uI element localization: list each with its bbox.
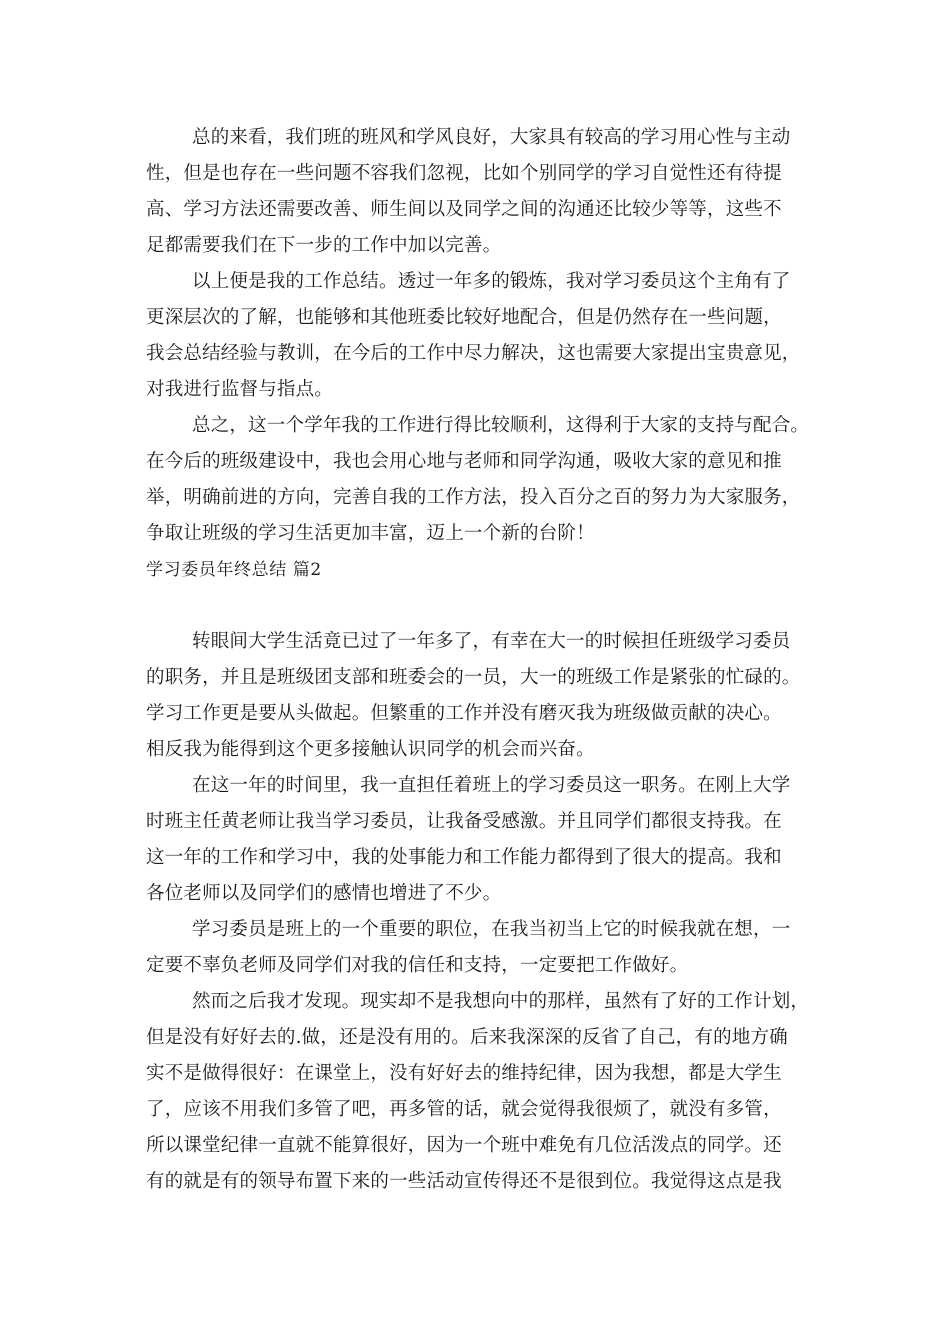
paragraph-line: 学习工作更是要从头做起。但繁重的工作并没有磨灭我为班级做贡献的决心。: [146, 703, 782, 724]
paragraph-line: 争取让班级的学习生活更加丰富，迈上一个新的台阶！: [146, 523, 595, 544]
paragraph-line: 这一年的工作和学习中，我的处事能力和工作能力都得到了很大的提高。我和: [146, 847, 782, 868]
paragraph-line: 我会总结经验与教训，在今后的工作中尽力解决，这也需要大家提出宝贵意见，: [146, 343, 801, 364]
paragraph-line: 总之，这一个学年我的工作进行得比较顺利，这得利于大家的支持与配合。: [192, 415, 810, 436]
paragraph-line: 了，应该不用我们多管了吧，再多管的话，就会觉得我很烦了，就没有多管，: [146, 1099, 782, 1120]
paragraph-line: 举，明确前进的方向，完善自我的工作方法，投入百分之百的努力为大家服务，: [146, 487, 801, 508]
paragraph-line: 所以课堂纪律一直就不能算很好，因为一个班中难免有几位活泼点的同学。还: [146, 1135, 782, 1156]
paragraph-line: 然而之后我才发现。现实却不是我想向中的那样，虽然有了好的工作计划，: [192, 991, 810, 1012]
paragraph-line: 在今后的班级建设中，我也会用心地与老师和同学沟通，吸收大家的意见和推: [146, 451, 782, 472]
paragraph-line: 在这一年的时间里，我一直担任着班上的学习委员这一职务。在刚上大学: [192, 775, 791, 796]
paragraph-line: 以上便是我的工作总结。透过一年多的锻炼，我对学习委员这个主角有了: [192, 271, 791, 292]
paragraph-line: 总的来看，我们班的班风和学风良好，大家具有较高的学习用心性与主动: [192, 127, 791, 148]
paragraph-line: 实不是做得很好：在课堂上，没有好好去的维持纪律，因为我想，都是大学生: [146, 1063, 782, 1084]
paragraph-line: 各位老师以及同学们的感情也增进了不少。: [146, 883, 502, 904]
paragraph-line: 相反我为能得到这个更多接触认识同学的机会而兴奋。: [146, 739, 595, 760]
paragraph-line: 足都需要我们在下一步的工作中加以完善。: [146, 235, 502, 256]
paragraph-line: 高、学习方法还需要改善、师生间以及同学之间的沟通还比较少等等，这些不: [146, 199, 782, 220]
paragraph-line: 学习委员是班上的一个重要的职位，在我当初当上它的时候我就在想，一: [192, 919, 791, 940]
paragraph-line: 性，但是也存在一些问题不容我们忽视，比如个别同学的学习自觉性还有待提: [146, 163, 782, 184]
paragraph-line: 的职务，并且是班级团支部和班委会的一员，大一的班级工作是紧张的忙碌的。: [146, 667, 801, 688]
paragraph-line: 更深层次的了解，也能够和其他班委比较好地配合，但是仍然存在一些问题，: [146, 307, 782, 328]
paragraph-line: 时班主任黄老师让我当学习委员，让我备受感激。并且同学们都很支持我。在: [146, 811, 782, 832]
paragraph-line: 对我进行监督与指点。: [146, 379, 334, 400]
paragraph-line: 转眼间大学生活竟已过了一年多了，有幸在大一的时候担任班级学习委员: [192, 631, 791, 652]
paragraph-line: 但是没有好好去的.做，还是没有用的。后来我深深的反省了自己，有的地方确: [146, 1027, 788, 1048]
paragraph-line: 定要不辜负老师及同学们对我的信任和支持，一定要把工作做好。: [146, 955, 689, 976]
paragraph-line: 有的就是有的领导布置下来的一些活动宣传得还不是很到位。我觉得这点是我: [146, 1171, 782, 1192]
section-heading: 学习委员年终总结 篇2: [146, 560, 322, 580]
